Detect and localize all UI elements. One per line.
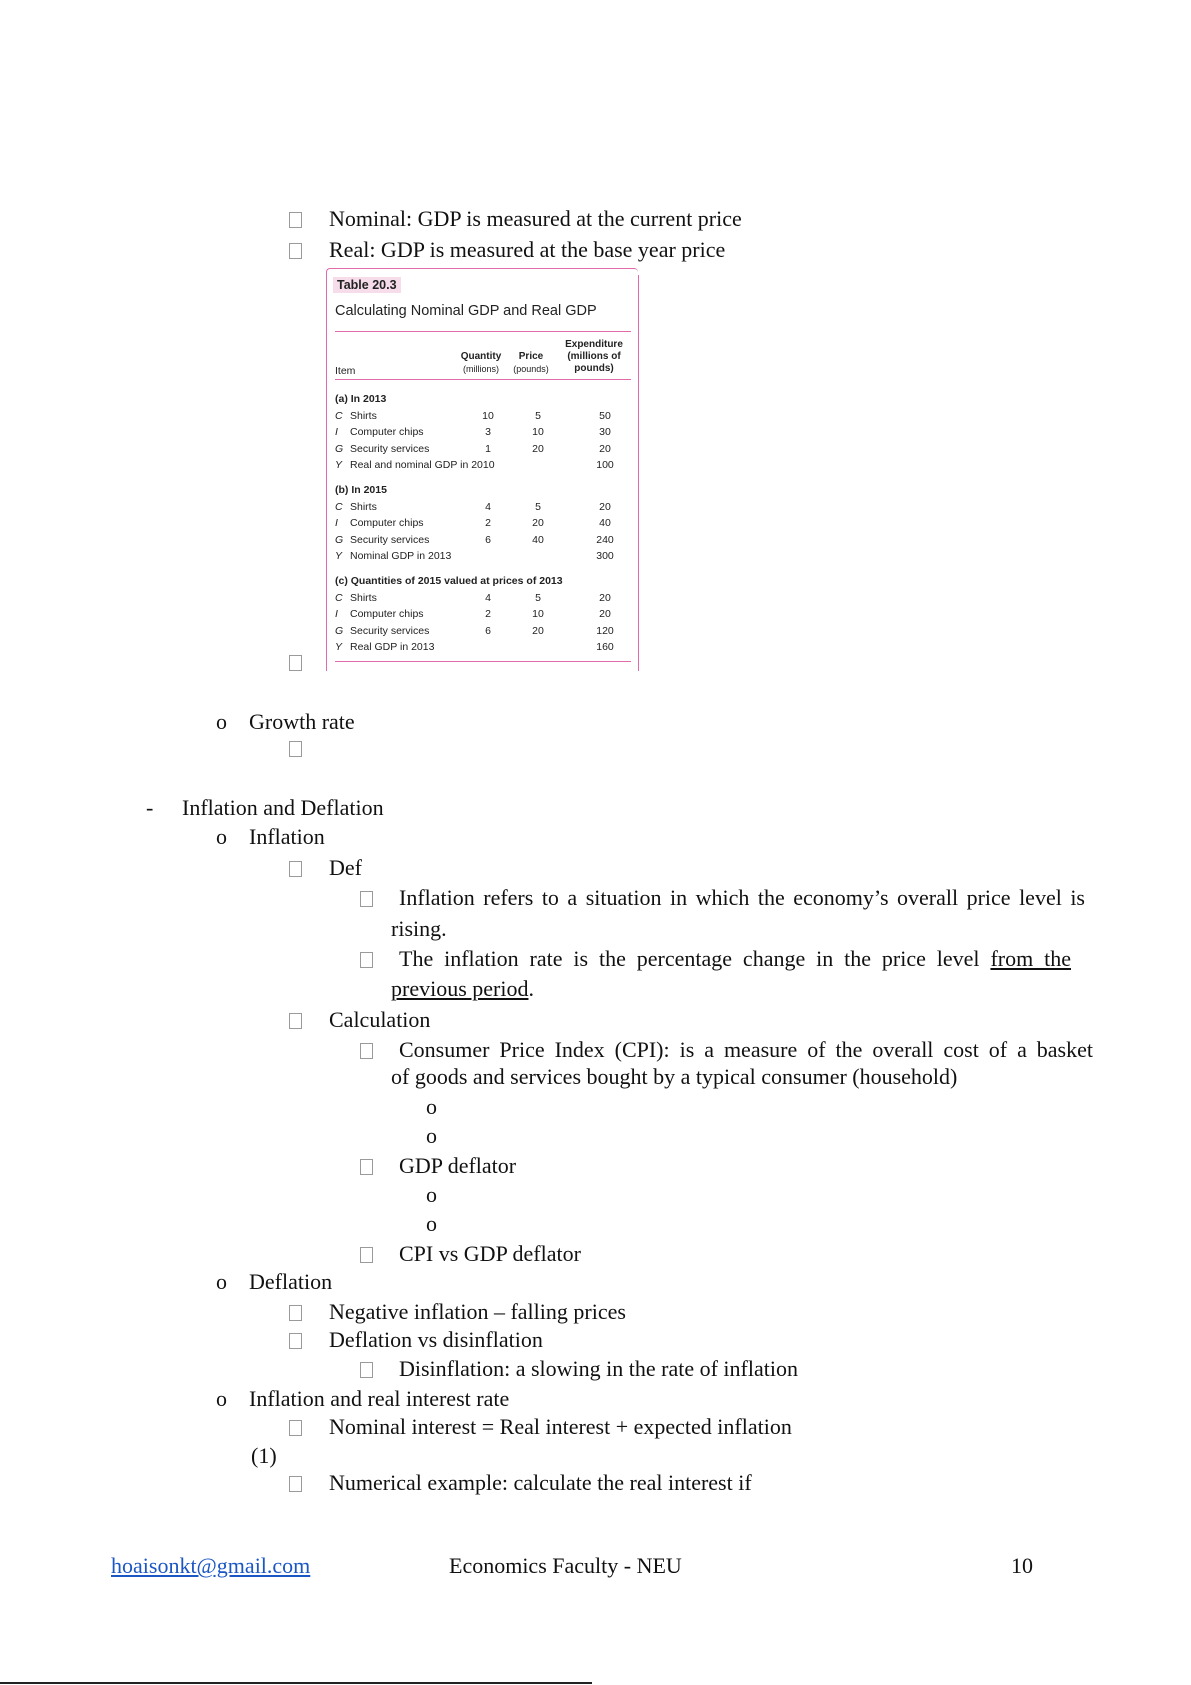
bullet-box [360,891,373,907]
table-row: I Computer chips 2 10 20 [335,608,611,620]
bullet-box [289,1476,302,1492]
bullet-o: o [216,824,227,849]
table-row: G Security services 1 20 20 [335,443,611,455]
gdp-deflator-heading: GDP deflator [399,1153,517,1178]
bullet-box [360,1159,373,1175]
equation-number: (1) [251,1443,277,1468]
fisher-equation: Nominal interest = Real interest + expected inflation [329,1414,792,1439]
bullet-box [289,1013,302,1029]
page-bottom-rule [0,1682,592,1684]
nominal-gdp-def: Nominal: GDP is measured at the current price [329,206,742,231]
bullet-box [289,1305,302,1321]
bullet-box [289,1420,302,1436]
cpi-vs-deflator-heading: CPI vs GDP deflator [399,1241,581,1266]
table-row: I Computer chips 3 10 30 [335,426,611,438]
def-heading: Def [329,855,362,880]
footer-faculty: Economics Faculty - NEU [449,1553,682,1578]
table-row: Y Real GDP in 2013 160 [335,641,614,653]
section-label: (b) In 2015 [335,484,387,496]
footer-email-link[interactable]: hoaisonkt@gmail.com [111,1553,311,1578]
growth-rate-heading: Growth rate [249,709,355,734]
inflation-rate-definition: The inflation rate is the percentage change in the price level from the [399,946,1071,971]
deflation-vs-disinflation: Deflation vs disinflation [329,1327,543,1352]
disinflation-definition: Disinflation: a slowing in the rate of inflation [399,1356,798,1381]
bullet-box [360,1362,373,1378]
header-price: Price (pounds) [513,351,549,374]
header-expenditure: Expenditure (millions of pounds) [565,339,623,374]
inflation-deflation-heading: Inflation and Deflation [182,795,384,820]
real-gdp-def: Real: GDP is measured at the base year price [329,237,726,262]
bullet-o: o [426,1182,437,1207]
table-row: G Security services 6 40 240 [335,534,614,546]
bullet-box [289,861,302,877]
inflation-definition-cont: rising. [391,916,447,941]
cpi-definition-cont: of goods and services bought by a typical consumer (household) [391,1064,958,1089]
header-item: Item [335,365,356,377]
bullet-box [360,952,373,968]
calculation-heading: Calculation [329,1007,431,1032]
table-row: I Computer chips 2 20 40 [335,517,611,529]
bullet-o: o [426,1211,437,1236]
negative-inflation: Negative inflation – falling prices [329,1299,626,1324]
bullet-box [289,741,302,757]
bullet-o: o [216,1269,227,1294]
bullet-o: o [216,1386,227,1411]
table-row: C Shirts 4 5 20 [335,592,611,604]
table-badge: Table 20.3 [333,277,401,293]
section-label: (a) In 2013 [335,393,387,405]
bullet-box [289,655,302,671]
cpi-definition: Consumer Price Index (CPI): is a measure of the overall cost of a basket [399,1037,1093,1062]
table-row: C Shirts 4 5 20 [335,501,611,513]
bullet-box [360,1043,373,1059]
real-interest-heading: Inflation and real interest rate [249,1386,510,1411]
bullet-dash: - [146,795,154,820]
page-number: 10 [1011,1553,1033,1578]
bullet-box [289,212,302,228]
bullet-box [289,243,302,259]
bullet-box [360,1247,373,1263]
deflation-heading: Deflation [249,1269,333,1294]
table-title: Calculating Nominal GDP and Real GDP [335,303,597,319]
inflation-definition: Inflation refers to a situation in which the economy’s overall price level is [399,885,1085,910]
inflation-heading: Inflation [249,824,325,849]
gdp-table-figure [326,268,638,671]
section-label: (c) Quantities of 2015 valued at prices of 2013 [335,575,563,587]
inflation-rate-definition-cont: previous period. [391,976,534,1001]
bullet-o: o [216,709,227,734]
table-row: C Shirts 10 5 50 [335,410,611,422]
header-quantity: Quantity (millions) [460,351,502,374]
numerical-example: Numerical example: calculate the real interest if [329,1470,752,1495]
table-row: Y Real and nominal GDP in 2010 100 [335,459,614,471]
bullet-box [289,1333,302,1349]
bullet-o: o [426,1094,437,1119]
table-row: G Security services 6 20 120 [335,625,614,637]
table-row: Y Nominal GDP in 2013 300 [335,550,614,562]
bullet-o: o [426,1123,437,1148]
